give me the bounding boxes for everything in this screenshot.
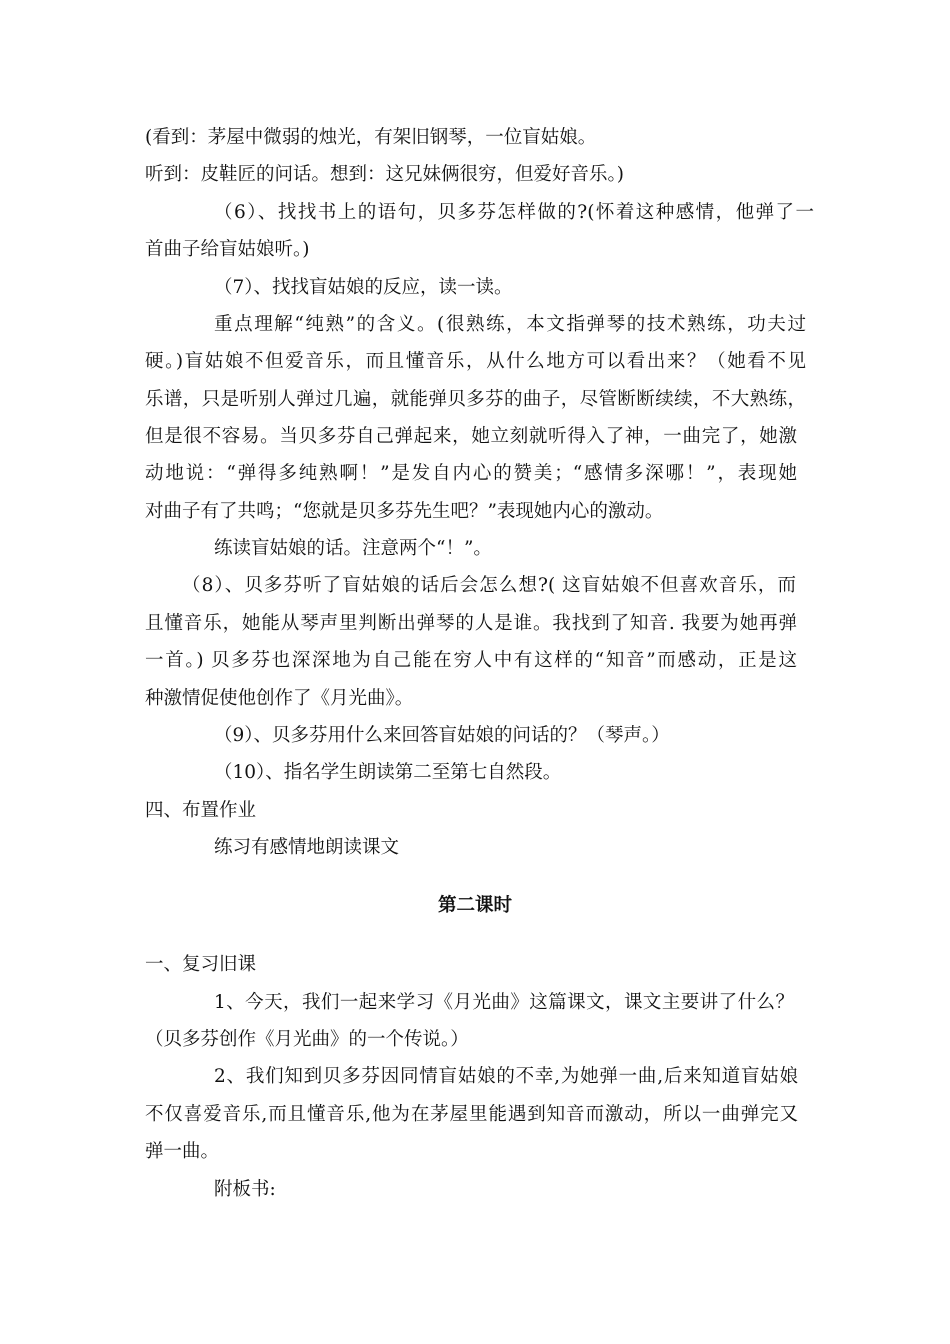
text-line: 听到：皮鞋匠的问话。想到：这兄妹俩很穷，但爱好音乐。) xyxy=(145,164,624,185)
section-heading: 一、复习旧课 xyxy=(145,954,257,975)
section-heading: 四、布置作业 xyxy=(145,800,257,821)
text-line: 但是很不容易。当贝多芬自己弹起来，她立刻就听得入了神，一曲完了，她激 xyxy=(145,426,797,447)
text-line: 对曲子有了共鸣；“您就是贝多芬先生吧？”表现她内心的激动。 xyxy=(145,501,664,522)
text-line: 附板书: xyxy=(214,1179,276,1200)
text-line: （9）、贝多芬用什么来回答盲姑娘的问话的？（琴声。） xyxy=(214,725,670,746)
text-line: 种激情促使他创作了《月光曲》。 xyxy=(145,688,414,709)
text-line: 动地说：“弹得多纯熟啊！”是发自内心的赞美；“感情多深哪！”，表现她 xyxy=(145,463,797,484)
text-line: 2、我们知到贝多芬因同情盲姑娘的不幸,为她弹一曲,后来知道盲姑娘 xyxy=(214,1066,798,1087)
text-line: 练习有感情地朗读课文 xyxy=(214,837,400,858)
text-line: （7）、找找盲姑娘的反应，读一读。 xyxy=(214,277,513,298)
text-line: 硬。)盲姑娘不但爱音乐，而且懂音乐，从什么地方可以看出来？（她看不见 xyxy=(145,351,806,372)
text-line: （10）、指名学生朗读第二至第七自然段。 xyxy=(214,762,562,783)
text-line: 1、今天，我们一起来学习《月光曲》这篇课文，课文主要讲了什么？ xyxy=(214,992,794,1013)
text-line: 不仅喜爱音乐,而且懂音乐,他为在茅屋里能遇到知音而激动，所以一曲弹完又 xyxy=(145,1104,798,1125)
text-line: 且懂音乐，她能从琴声里判断出弹琴的人是谁。我找到了知音. 我要为她再弹 xyxy=(145,613,797,634)
text-line: （6）、找找书上的语句，贝多芬怎样做的?(怀着这种感情，他弹了一 xyxy=(214,202,814,223)
lesson-title: 第二课时 xyxy=(437,895,512,916)
text-line: 乐谱，只是听别人弹过几遍，就能弹贝多芬的曲子，尽管断断续续，不大熟练， xyxy=(145,389,806,410)
text-line: 一首。) 贝多芬也深深地为自己能在穷人中有这样的“知音”而感动，正是这 xyxy=(145,650,797,671)
text-line: (看到：茅屋中微弱的烛光，有架旧钢琴，一位盲姑娘。 xyxy=(145,127,597,148)
text-line: 首曲子给盲姑娘听。) xyxy=(145,239,310,260)
text-line: 练读盲姑娘的话。注意两个“！”。 xyxy=(214,538,492,559)
text-line: 重点理解“纯熟”的含义。(很熟练，本文指弹琴的技术熟练，功夫过 xyxy=(214,314,806,335)
text-line: 弹一曲。 xyxy=(145,1141,220,1162)
text-line: （8）、贝多芬听了盲姑娘的话后会怎么想?( 这盲姑娘不但喜欢音乐，而 xyxy=(182,575,796,596)
text-line: （贝多芬创作《月光曲》的一个传说。） xyxy=(145,1029,469,1050)
